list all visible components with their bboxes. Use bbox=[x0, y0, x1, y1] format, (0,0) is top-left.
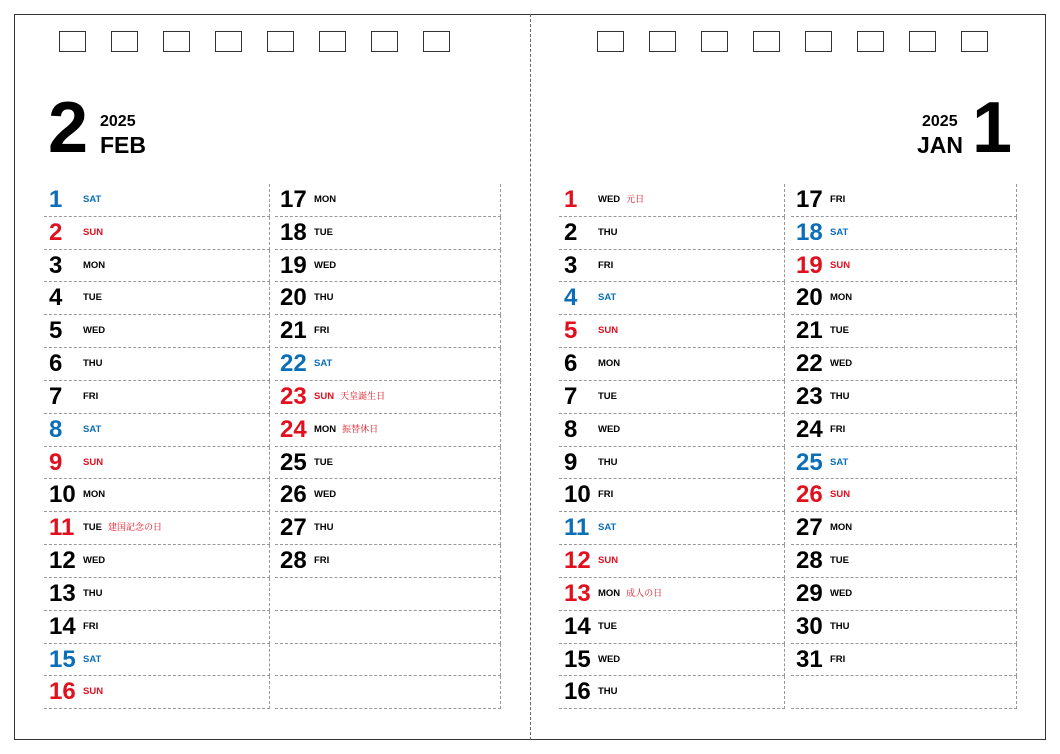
checkbox[interactable] bbox=[423, 31, 450, 52]
day-row[interactable] bbox=[559, 676, 785, 709]
weekday-label: SAT bbox=[598, 292, 617, 304]
day-number: 19 bbox=[280, 251, 307, 279]
day-number: 3 bbox=[49, 251, 63, 279]
day-row[interactable] bbox=[791, 217, 1017, 250]
day-number: 28 bbox=[796, 547, 823, 575]
day-row[interactable] bbox=[559, 578, 785, 611]
day-number: 10 bbox=[49, 481, 76, 509]
weekday-label: TUE bbox=[598, 620, 617, 632]
day-number: 1 bbox=[49, 186, 63, 213]
weekday-label: SUN bbox=[83, 456, 104, 468]
day-number: 13 bbox=[564, 579, 591, 607]
weekday-label: FRI bbox=[830, 423, 846, 435]
day-number: 9 bbox=[49, 448, 63, 476]
jan-month-name: JAN bbox=[917, 132, 964, 158]
feb-month-name: FEB bbox=[100, 132, 146, 158]
day-row[interactable] bbox=[44, 644, 270, 677]
feb-month-header bbox=[48, 88, 188, 168]
weekday-label: FRI bbox=[830, 653, 846, 665]
feb-year: 2025 bbox=[100, 113, 136, 130]
day-row[interactable] bbox=[791, 250, 1017, 283]
day-row[interactable] bbox=[275, 676, 501, 709]
checkbox[interactable] bbox=[163, 31, 190, 52]
day-number: 13 bbox=[49, 579, 76, 607]
weekday-label: MON bbox=[314, 423, 337, 435]
jan-month-header bbox=[900, 88, 1020, 168]
day-number: 19 bbox=[796, 251, 823, 279]
day-row[interactable] bbox=[791, 644, 1017, 677]
weekday-label: FRI bbox=[598, 489, 614, 501]
day-number: 22 bbox=[796, 350, 823, 378]
day-row[interactable] bbox=[44, 348, 270, 381]
day-number: 24 bbox=[280, 415, 307, 443]
fold-line bbox=[530, 14, 531, 740]
day-number: 20 bbox=[280, 284, 307, 312]
jan-month-number: 1 bbox=[972, 88, 1013, 168]
day-row[interactable] bbox=[791, 381, 1017, 414]
weekday-label: MON bbox=[830, 292, 853, 304]
day-row[interactable] bbox=[44, 414, 270, 447]
day-number: 8 bbox=[564, 415, 578, 443]
weekday-label: THU bbox=[83, 587, 103, 599]
holiday-label: 振替休日 bbox=[342, 423, 379, 434]
weekday-label: FRI bbox=[314, 325, 330, 337]
day-row[interactable] bbox=[275, 512, 501, 545]
weekday-label: MON bbox=[830, 522, 853, 534]
weekday-label: TUE bbox=[83, 522, 102, 534]
weekday-label: WED bbox=[598, 423, 621, 435]
day-row[interactable] bbox=[44, 676, 270, 709]
checkbox[interactable] bbox=[909, 31, 936, 52]
day-number: 23 bbox=[796, 382, 823, 410]
weekday-label: THU bbox=[598, 226, 618, 238]
weekday-label: FRI bbox=[83, 620, 99, 632]
weekday-label: SAT bbox=[830, 226, 849, 238]
day-row[interactable] bbox=[275, 578, 501, 611]
day-number: 18 bbox=[280, 218, 307, 246]
day-row[interactable] bbox=[559, 512, 785, 545]
day-row[interactable] bbox=[559, 611, 785, 644]
weekday-label: FRI bbox=[830, 194, 846, 205]
day-row[interactable] bbox=[791, 414, 1017, 447]
weekday-label: TUE bbox=[830, 325, 849, 337]
weekday-label: WED bbox=[314, 259, 337, 271]
day-number: 3 bbox=[564, 251, 578, 279]
day-number: 25 bbox=[280, 448, 307, 476]
day-row[interactable] bbox=[275, 479, 501, 512]
day-number: 8 bbox=[49, 415, 63, 443]
holiday-label: 天皇誕生日 bbox=[340, 390, 386, 401]
day-number: 12 bbox=[49, 547, 76, 575]
day-number: 14 bbox=[564, 612, 591, 640]
weekday-label: SAT bbox=[830, 456, 849, 468]
checkbox[interactable] bbox=[701, 31, 728, 52]
weekday-label: WED bbox=[83, 325, 106, 337]
day-number: 6 bbox=[564, 350, 578, 378]
weekday-label: SAT bbox=[83, 653, 102, 665]
day-row[interactable] bbox=[44, 512, 270, 545]
day-row[interactable] bbox=[791, 676, 1017, 709]
day-number: 17 bbox=[280, 186, 307, 213]
jan-column-2 bbox=[791, 184, 1017, 709]
weekday-label: SUN bbox=[598, 325, 619, 337]
day-row[interactable] bbox=[559, 217, 785, 250]
day-row[interactable] bbox=[559, 414, 785, 447]
weekday-label: FRI bbox=[83, 390, 99, 402]
day-row[interactable] bbox=[791, 447, 1017, 480]
weekday-label: SUN bbox=[83, 686, 104, 698]
day-number: 7 bbox=[49, 382, 63, 410]
day-number: 30 bbox=[796, 612, 823, 640]
day-row[interactable] bbox=[275, 184, 501, 217]
day-row[interactable] bbox=[275, 250, 501, 283]
feb-column-2 bbox=[275, 184, 501, 709]
day-number: 22 bbox=[280, 350, 307, 378]
weekday-label: SAT bbox=[598, 522, 617, 534]
day-row[interactable] bbox=[44, 250, 270, 283]
weekday-label: TUE bbox=[830, 555, 849, 567]
day-number: 14 bbox=[49, 612, 76, 640]
jan-column-1 bbox=[559, 184, 785, 709]
weekday-label: WED bbox=[598, 653, 621, 665]
day-number: 4 bbox=[49, 284, 63, 312]
day-row[interactable] bbox=[559, 184, 785, 217]
weekday-label: WED bbox=[314, 489, 337, 501]
day-row[interactable] bbox=[44, 578, 270, 611]
day-row[interactable] bbox=[791, 282, 1017, 315]
weekday-label: THU bbox=[598, 686, 618, 698]
day-row[interactable] bbox=[44, 447, 270, 480]
checkbox[interactable] bbox=[649, 31, 676, 52]
day-row[interactable] bbox=[559, 315, 785, 348]
day-number: 2 bbox=[49, 218, 63, 246]
weekday-label: FRI bbox=[598, 259, 614, 271]
day-number: 4 bbox=[564, 284, 578, 312]
day-row[interactable] bbox=[559, 644, 785, 677]
day-number: 11 bbox=[49, 514, 75, 542]
day-number: 28 bbox=[280, 547, 307, 575]
weekday-label: MON bbox=[598, 358, 621, 370]
day-row[interactable] bbox=[559, 282, 785, 315]
day-row[interactable] bbox=[275, 348, 501, 381]
day-row[interactable] bbox=[559, 545, 785, 578]
weekday-label: SUN bbox=[830, 259, 851, 271]
day-row[interactable] bbox=[559, 250, 785, 283]
day-number: 16 bbox=[564, 678, 591, 706]
day-number: 6 bbox=[49, 350, 63, 378]
day-number: 27 bbox=[280, 514, 307, 542]
day-number: 20 bbox=[796, 284, 823, 312]
day-row[interactable] bbox=[44, 217, 270, 250]
day-number: 27 bbox=[796, 514, 823, 542]
day-row[interactable] bbox=[44, 381, 270, 414]
feb-month-number: 2 bbox=[48, 88, 89, 168]
holiday-label: 元日 bbox=[626, 194, 645, 204]
checkbox[interactable] bbox=[805, 31, 832, 52]
weekday-label: TUE bbox=[314, 456, 333, 468]
day-number: 17 bbox=[796, 186, 823, 213]
feb-checkbox-row bbox=[59, 31, 450, 52]
day-number: 1 bbox=[564, 186, 578, 213]
day-row[interactable] bbox=[44, 611, 270, 644]
weekday-label: SUN bbox=[83, 226, 104, 238]
weekday-label: THU bbox=[830, 390, 850, 402]
day-number: 12 bbox=[564, 547, 591, 575]
day-row[interactable] bbox=[44, 184, 270, 217]
day-row[interactable] bbox=[275, 282, 501, 315]
day-row[interactable] bbox=[275, 315, 501, 348]
holiday-label: 建国記念の日 bbox=[108, 522, 163, 533]
weekday-label: SAT bbox=[83, 194, 102, 205]
day-number: 15 bbox=[564, 645, 591, 673]
day-row[interactable] bbox=[791, 479, 1017, 512]
weekday-label: SUN bbox=[314, 390, 335, 402]
day-number: 2 bbox=[564, 218, 578, 246]
weekday-label: MON bbox=[314, 194, 337, 205]
day-row[interactable] bbox=[791, 315, 1017, 348]
holiday-label: 成人の日 bbox=[626, 587, 663, 598]
day-row[interactable] bbox=[791, 184, 1017, 217]
day-row[interactable] bbox=[44, 282, 270, 315]
day-row[interactable] bbox=[791, 348, 1017, 381]
checkbox[interactable] bbox=[753, 31, 780, 52]
weekday-label: WED bbox=[830, 358, 853, 370]
checkbox[interactable] bbox=[597, 31, 624, 52]
day-row[interactable] bbox=[275, 545, 501, 578]
day-row[interactable] bbox=[559, 381, 785, 414]
day-number: 9 bbox=[564, 448, 578, 476]
weekday-label: FRI bbox=[314, 555, 330, 567]
day-number: 16 bbox=[49, 678, 76, 706]
jan-checkbox-row bbox=[597, 31, 988, 52]
checkbox[interactable] bbox=[215, 31, 242, 52]
weekday-label: SAT bbox=[83, 423, 102, 435]
weekday-label: SAT bbox=[314, 358, 333, 370]
day-number: 7 bbox=[564, 382, 578, 410]
day-row[interactable] bbox=[275, 217, 501, 250]
checkbox[interactable] bbox=[371, 31, 398, 52]
weekday-label: WED bbox=[83, 555, 106, 567]
day-number: 21 bbox=[280, 317, 307, 345]
day-number: 29 bbox=[796, 579, 823, 607]
day-number: 5 bbox=[564, 317, 578, 345]
day-number: 26 bbox=[796, 481, 823, 509]
day-row[interactable] bbox=[559, 479, 785, 512]
day-number: 23 bbox=[280, 382, 307, 410]
day-number: 15 bbox=[49, 645, 76, 673]
day-number: 21 bbox=[796, 317, 823, 345]
day-row[interactable] bbox=[275, 644, 501, 677]
jan-year: 2025 bbox=[922, 113, 958, 130]
weekday-label: SUN bbox=[830, 489, 851, 501]
day-row[interactable] bbox=[791, 611, 1017, 644]
day-number: 10 bbox=[564, 481, 591, 509]
day-number: 18 bbox=[796, 218, 823, 246]
day-row[interactable] bbox=[791, 578, 1017, 611]
weekday-label: TUE bbox=[83, 292, 102, 304]
checkbox[interactable] bbox=[59, 31, 86, 52]
weekday-label: THU bbox=[598, 456, 618, 468]
day-number: 25 bbox=[796, 448, 823, 476]
weekday-label: WED bbox=[598, 194, 621, 205]
weekday-label: THU bbox=[83, 358, 103, 370]
weekday-label: SUN bbox=[598, 555, 619, 567]
day-number: 11 bbox=[564, 514, 590, 542]
day-row[interactable] bbox=[44, 545, 270, 578]
checkbox[interactable] bbox=[857, 31, 884, 52]
checkbox[interactable] bbox=[961, 31, 988, 52]
day-number: 31 bbox=[796, 645, 823, 673]
weekday-label: MON bbox=[83, 259, 106, 271]
feb-column-1 bbox=[44, 184, 270, 709]
day-row[interactable] bbox=[275, 611, 501, 644]
weekday-label: THU bbox=[314, 292, 334, 304]
day-number: 5 bbox=[49, 317, 63, 345]
weekday-label: TUE bbox=[314, 226, 333, 238]
weekday-label: MON bbox=[83, 489, 106, 501]
day-row[interactable] bbox=[275, 447, 501, 480]
day-row[interactable] bbox=[275, 381, 501, 414]
day-row[interactable] bbox=[44, 315, 270, 348]
day-row[interactable] bbox=[791, 545, 1017, 578]
weekday-label: THU bbox=[314, 522, 334, 534]
checkbox[interactable] bbox=[111, 31, 138, 52]
weekday-label: TUE bbox=[598, 390, 617, 402]
day-row[interactable] bbox=[559, 447, 785, 480]
day-row[interactable] bbox=[275, 414, 501, 447]
day-row[interactable] bbox=[44, 479, 270, 512]
weekday-label: MON bbox=[598, 587, 621, 599]
checkbox[interactable] bbox=[319, 31, 346, 52]
day-number: 26 bbox=[280, 481, 307, 509]
day-row[interactable] bbox=[559, 348, 785, 381]
checkbox[interactable] bbox=[267, 31, 294, 52]
weekday-label: WED bbox=[830, 587, 853, 599]
day-number: 24 bbox=[796, 415, 823, 443]
day-row[interactable] bbox=[791, 512, 1017, 545]
weekday-label: THU bbox=[830, 620, 850, 632]
